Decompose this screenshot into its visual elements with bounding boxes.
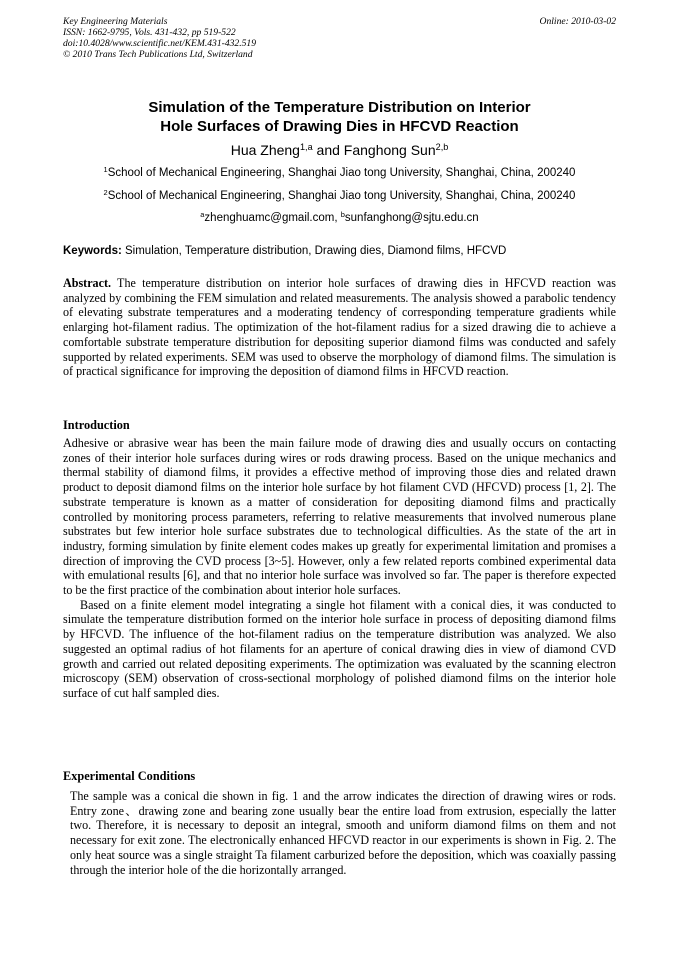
intro-body [63,436,616,701]
paper-title [63,98,616,136]
journal-header [63,16,616,60]
affiliation-1-sup: 1 [103,164,108,174]
affiliation-2 [63,189,616,203]
email-line [63,211,616,225]
abstract [63,276,616,379]
keywords-text: Simulation, Temperature distribution, Drawing dies, Diamond films, HFCVD [121,245,507,257]
doi-line[interactable]: doi:10.4028/www.scientific.net/KEM.431-432.519 [63,38,257,49]
author-2-sup: 2,b [435,142,449,152]
author-and: and Fanghong Sun [312,142,436,158]
author-1-sup: 1,a [299,142,313,152]
experimental-heading: Experimental Conditions [63,769,196,783]
author-line [63,141,616,159]
issn-line: ISSN: 1662-9795, Vols. 431-432, pp 519-522 [63,27,236,38]
affiliation-2-text: School of Mechanical Engineering, Shanghai Jiao tong University, Shanghai, China, 200240 [107,190,576,202]
email-b[interactable]: sunfanghong@sjtu.edu.cn [344,212,479,224]
title-line-2: Hole Surfaces of Drawing Dies in HFCVD Reaction [160,118,519,135]
email-a[interactable]: zhenghuamc@gmail.com, [204,212,341,224]
keywords-label: Keywords: [63,245,122,257]
intro-paragraph-2: Based on a finite element model integrating a single hot filament with a conical dies, it was conducted to simulate the temperature distribution formed on the interior hole surface in process of depositing diamond films by HFCVD. The influence of the hot-filament radius on the temperature distribution was analyzed. We also suggested an optimal radius of hot filaments for an aperture of conical drawing dies in view of diamond CVD growth and carried out related depositing experiments. The optimization was evaluated by the scanning electron microscopy (SEM) observation of cross-sectional morphology of polished diamond films on the interior hole surface of cut half sampled dies. [63,597,616,700]
affiliation-1 [63,166,616,180]
experimental-body [70,789,616,877]
author-1: Hua Zheng [230,142,300,158]
online-date: Online: 2010-03-02 [539,16,616,27]
affiliation-1-text: School of Mechanical Engineering, Shanghai Jiao tong University, Shanghai, China, 200240 [107,167,576,179]
intro-heading: Introduction [63,418,130,432]
email-a-sup: a [200,209,205,219]
title-line-1: Simulation of the Temperature Distribution on Interior [148,99,531,116]
abstract-text: The temperature distribution on interior hole surfaces of drawing dies in HFCVD reaction was analyzed by combining the FEM simulation and related measurements. The analysis showed a parabolic tendency of elevating substrate temperatures and a moderating tendency of corresponding temperature gradients while enlarging hot-filament radius. The optimization of the hot-filament radius for a sized drawing die to achieve a comfortable substrate temperature distribution for depositing superior diamond films was conducted and safely supported by related experiments. SEM was used to observe the morphology of diamond films. The simulation is of practical significance for improving the deposition of diamond films in HFCVD reaction. [63,276,616,379]
journal-name: Key Engineering Materials [63,16,168,27]
keywords [63,244,616,259]
experimental-paragraph-1: The sample was a conical die shown in fig. 1 and the arrow indicates the direction of drawing wires or rods. Entry zone、drawing zone and bearing zone usually bear the entire load from extrusion, especially the latter two. Therefore, it is necessary to deposit an integral, smooth and uniform diamond films on them and not necessary for exit zone. The electronically enhanced HFCVD reactor in our experiments is shown in Fig. 2. The only heat source was a single straight Ta filament carburized before the deposition, which was coaxially passing through the interior hole of the die horizontally arranged. [70,789,616,877]
affiliation-2-sup: 2 [103,187,108,197]
email-b-sup: b [340,209,345,219]
abstract-label: Abstract. [63,276,112,290]
intro-paragraph-1: Adhesive or abrasive wear has been the main failure mode of drawing dies and usually occurs on contacting zones of their interior hole surfaces during wires or rods drawing process. Based on the unique mechanics and thermal stability of diamond films, it provides a effective method of improving those dies and related drawn product to deposit diamond films on the interior hole surface by hot filament CVD (HFCVD) process [1, 2]. The substrate temperature is known as a matter of consideration for depositing diamond films and practically controlled by monitoring process parameters, referring to relative measurements that involved numerous plane substrates but few interior hole surface substrates due to technological difficulties. As the state of the art in industry, forming simulation by finite element codes makes up greatly for experimental limitation and promises a direction of improving the CVD process [3~5]. However, only a few related reports combined experimental data with emulational results [6], and that no interior hole surface was involved so far. The paper is therefore expected to be the first practice of the combination about interior hole surfaces. [63,436,616,598]
copyright-line: © 2010 Trans Tech Publications Ltd, Switzerland [63,49,253,60]
